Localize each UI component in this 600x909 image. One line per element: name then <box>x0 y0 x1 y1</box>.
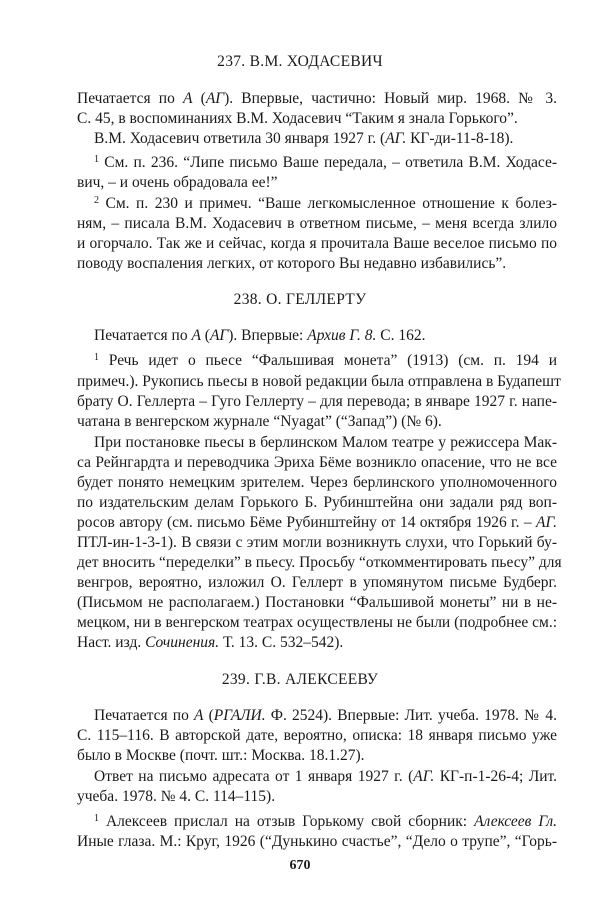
footnote-1: $^1$ Речь идет о пьесе “Фальшивая монета” (1913) (см. п. 194 и <box>94 352 557 369</box>
text-line: дет вносить “переделки” в пьесу. Просьбу “откомментировать пьесу” для <box>77 554 562 571</box>
text-line: учеба. 1978. № 4. С. 114–115). <box>77 788 276 805</box>
text-line: са Рейнгардта и переводчика Эриха Бёме возникло опасение, что не все <box>77 454 557 471</box>
text-line: и огорчало. Так же и сейчас, когда я прочитала Ваше веселое письмо по <box>77 235 557 252</box>
text-line: Печатается по А (АГ). Впервые: Архив Г. 8. С. 162. <box>94 327 426 344</box>
text-line: Наст. изд. Сочинения. Т. 13. С. 532–542). <box>77 634 344 651</box>
text-line: С. 45, в воспоминаниях В.М. Ходасевич “Таким я знала Горького”. <box>77 110 518 127</box>
text-line: Печатается по А (РГАЛИ. Ф. 2524). Впервые: Лит. учеба. 1978. № 4. <box>94 707 557 724</box>
text-line: Иные глаза. М.: Круг, 1926 (“Дунькино счастье”, “Дело о трупе”, “Горь- <box>77 833 557 850</box>
text-line: по издательским делам Горького Б. Рубинштейна они задали ряд воп- <box>77 494 557 511</box>
page-number: 670 <box>289 858 311 873</box>
text-line: С. 115–116. В авторской дате, вероятно, описка: 18 января письмо уже <box>77 727 557 744</box>
text-line: мецком, ни в венгерском театрах осуществлены не были (подробнее см.: <box>77 614 557 631</box>
footnote-2: $^2$ См. п. 230 и примеч. “Ваше легкомысленное отношение к болез- <box>94 195 557 212</box>
text-line: чатана в венгерском журнале “Nyagat” (“Запад”) (№ 6). <box>77 413 442 430</box>
text-line: Печатается по А (АГ). Впервые, частично: Новый мир. 1968. № 3. <box>77 90 558 107</box>
text-line: При постановке пьесы в берлинском Малом театре у режиссера Мак- <box>94 434 557 451</box>
text-line: венгров, вероятно, изложил О. Геллерт в упомянутом письме Будберг. <box>77 574 557 591</box>
text-line: Ответ на письмо адресата от 1 января 1927 г. (АГ. КГ-п-1-26-4; Лит. <box>94 768 557 785</box>
text-line: вич, – и очень обрадовала ее!” <box>77 174 278 191</box>
text-line: ням, – писала В.М. Ходасевич в ответном письме, – меня всегда злило <box>77 215 557 232</box>
text-line: росов автору (см. письмо Бёме Рубинштейну от 14 октября 1926 г. – АГ. <box>77 514 557 531</box>
text-line: поводу воспаления легких, от которого Вы недавно избавились”. <box>77 255 507 272</box>
footnote-1: $^1$ Алексеев прислал на отзыв Горькому свой сборник: Алексеев Гл. <box>94 813 557 830</box>
text-line: ПТЛ-ин-1-3-1). В связи с этим могли возникнуть слухи, что Горький бу- <box>77 534 557 551</box>
section-heading-239: 239. Г.В. АЛЕКСЕЕВУ <box>221 671 379 688</box>
text-line: (Письмом не располагаем.) Постановки “Фальшивой монеты” ни в не- <box>77 594 557 611</box>
section-heading-237: 237. В.М. ХОДАСЕВИЧ <box>217 53 383 70</box>
text-line: было в Москве (почт. шт.: Москва. 18.1.27). <box>77 747 365 764</box>
text-line: примеч.). Рукопись пьесы в новой редакции была отправлена в Будапешт <box>77 373 561 390</box>
section-heading-238: 238. О. ГЕЛЛЕРТУ <box>233 291 367 308</box>
footnote-1: $^1$ См. п. 236. “Липе письмо Ваше передала, – ответила В.М. Ходасе- <box>94 154 557 171</box>
text-line: будет понято немецким зрителем. Через берлинского уполномоченного <box>77 474 557 491</box>
text-line: В.М. Ходасевич ответила 30 января 1927 г. (АГ. КГ-ди-11-8-18). <box>94 130 514 147</box>
text-line: брату О. Геллерта – Гуго Геллерту – для перевода; в январе 1927 г. напе- <box>77 393 557 410</box>
